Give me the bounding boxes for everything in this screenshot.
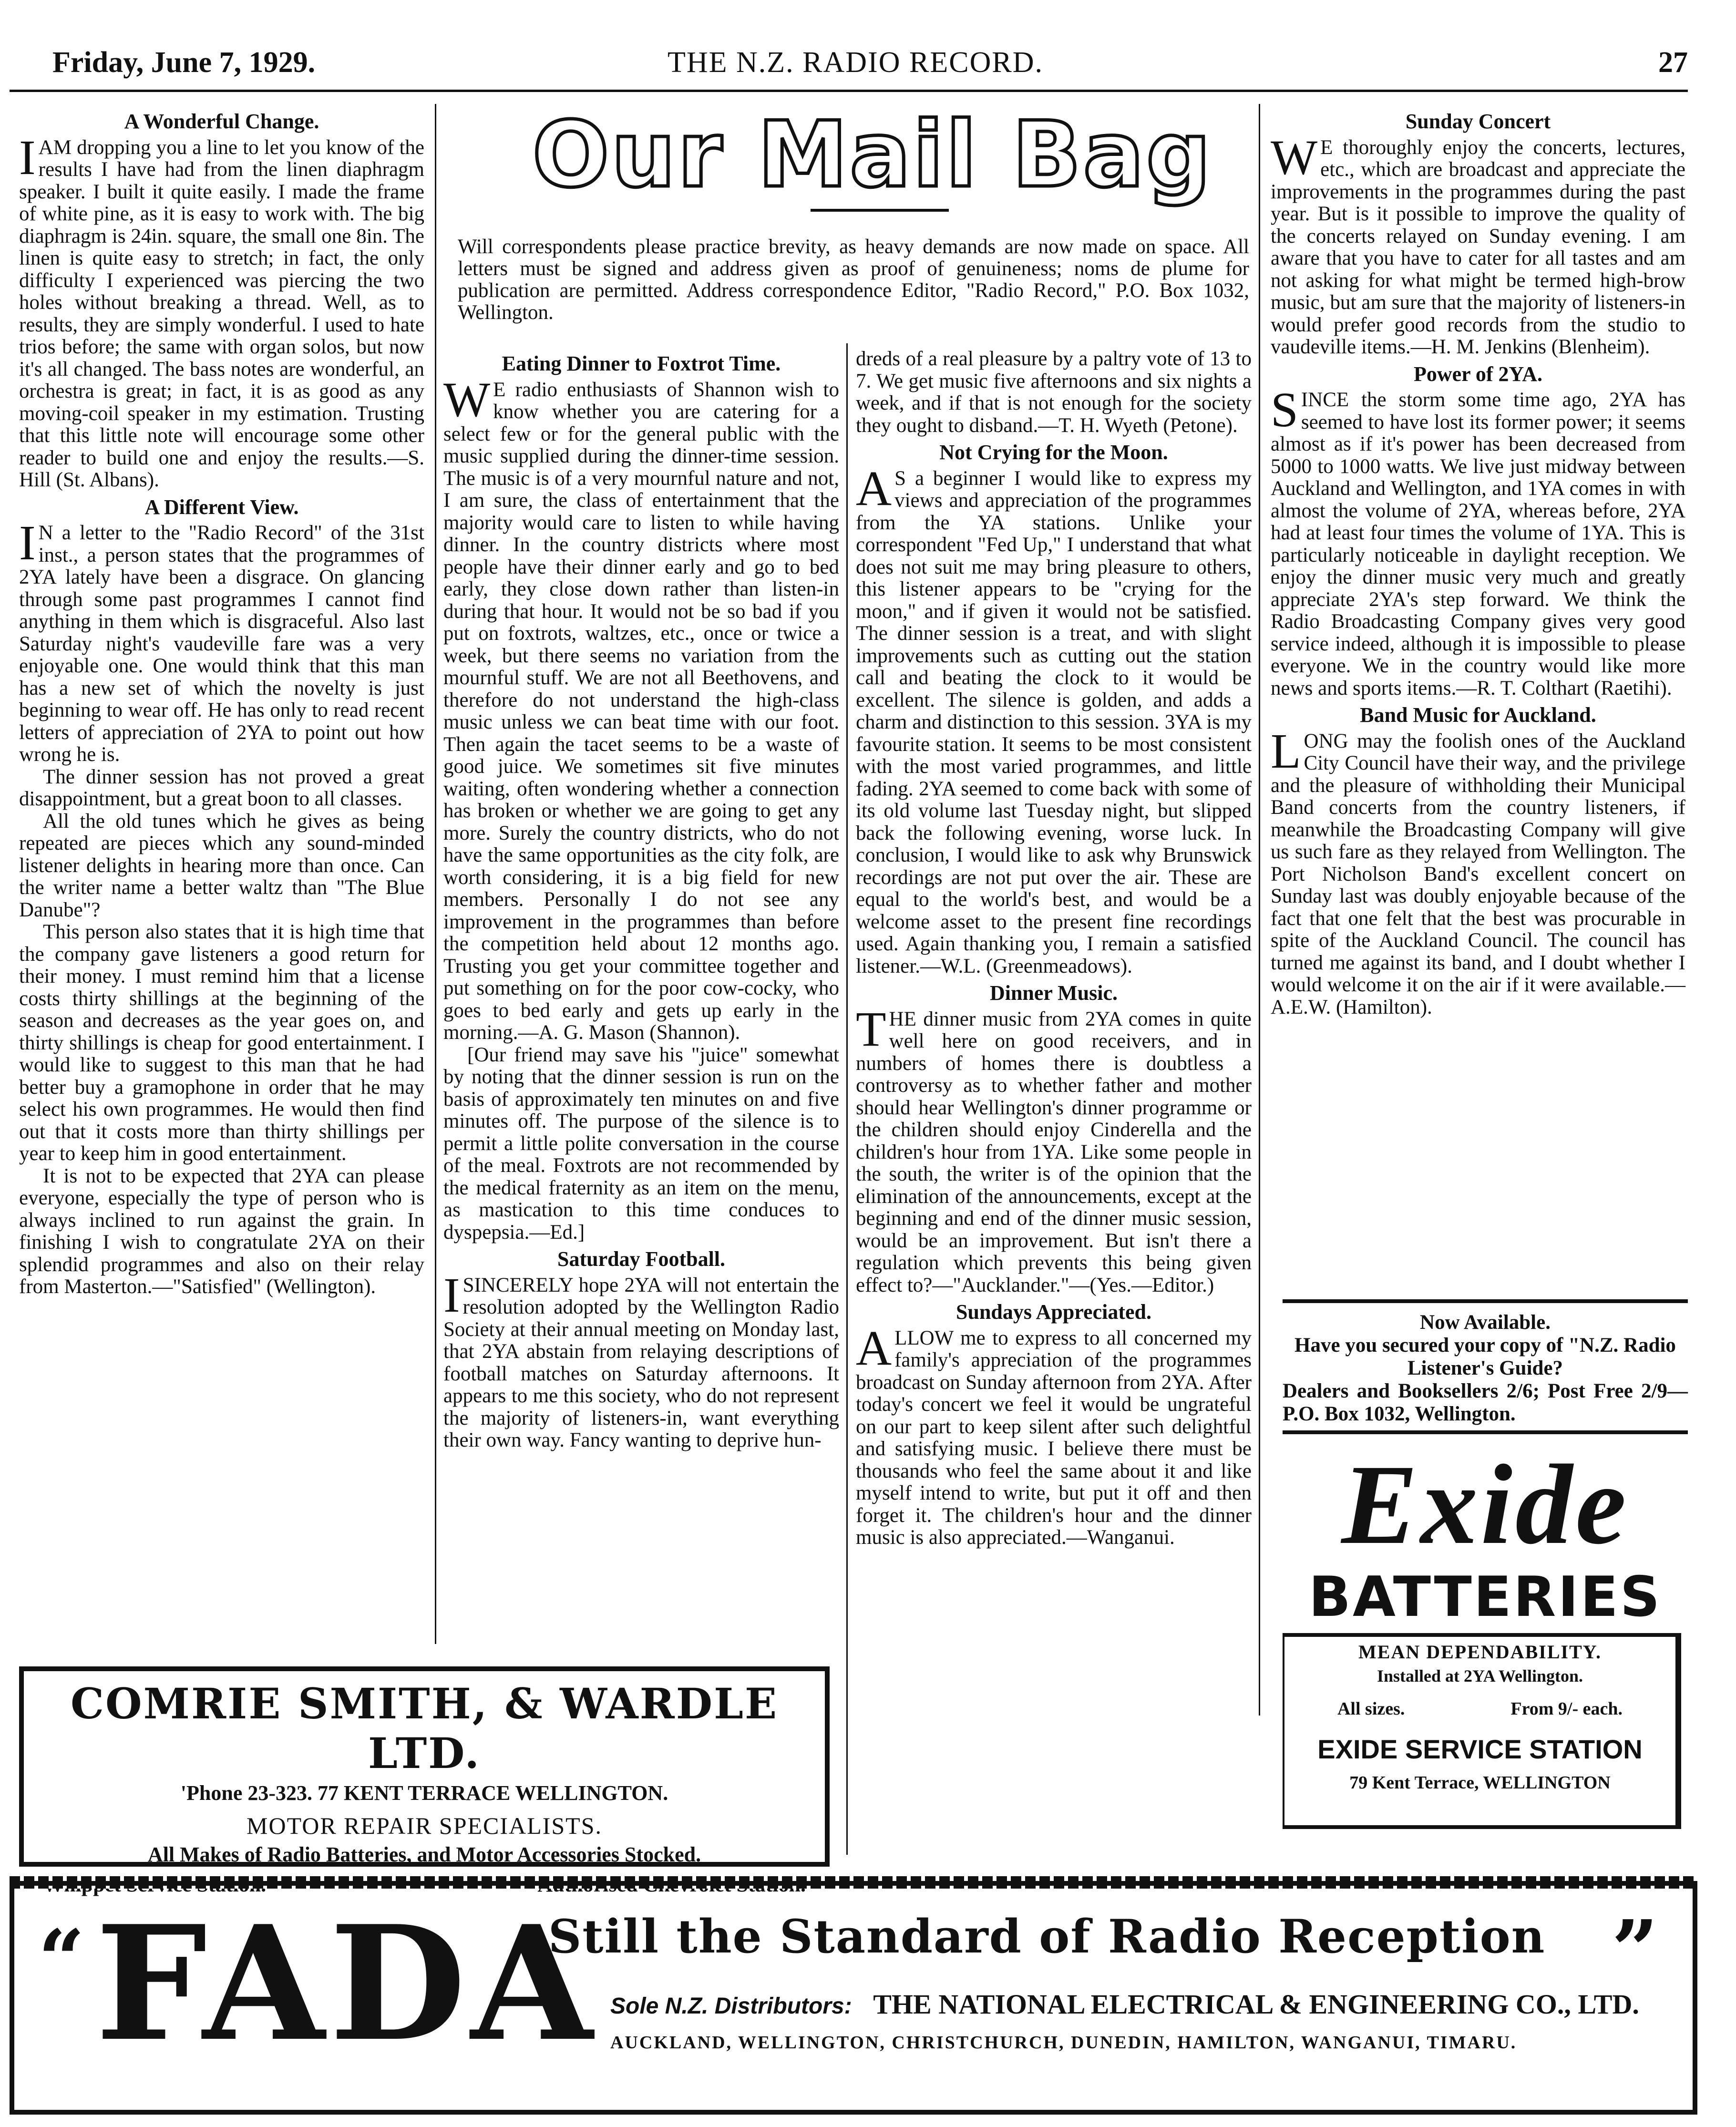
- exide-address: 79 Kent Terrace, WELLINGTON: [1349, 1773, 1611, 1793]
- comrie-advertisement: [19, 1666, 830, 1867]
- letter-body: THE dinner music from 2YA comes in quite well here on good receivers, and in numbers of homes there is doubtless a controversy as to whether father and mother should hear Wellington's dinner programme or the children should enjoy Cinderella and the children's hour from 1YA. Like some people in the south, the writer is of the opinion that the elimination of the announcements, except at the beginning and end of the dinner music session, would be an improvement. But isn't there a regulation which prevents this being given effect to?—"Aucklander."—(Yes.—Editor.): [856, 1001, 1252, 1296]
- letter-body: All the old tunes which he gives as being repeated are pieces which any sound-minded listener delights in hearing more than once. Can the writer name a better waltz than "The Blue Danube"?: [19, 810, 424, 921]
- letter-heading: Saturday Football.: [557, 1247, 726, 1271]
- fada-dist-name: THE NATIONAL ELECTRICAL & ENGINEERING CO., LTD.: [873, 1989, 1639, 2020]
- letter-body: ISINCERELY hope 2YA will not entertain the resolution adopted by the Wellington Radio Society at their annual meeting on Monday last, that 2YA abstain from relaying descriptions of football matches on Saturday afternoons. It appears to me this society, who do not represent the majority of listeners-in, want everything their own way. Fancy wanting to deprive hun-: [443, 1267, 839, 1451]
- listeners-guide-notice: [1283, 1311, 1688, 1426]
- exide-station: EXIDE SERVICE STATION: [1317, 1734, 1643, 1764]
- letter-heading: A Wonderful Change.: [124, 110, 319, 133]
- fada-close-quote: ”: [1612, 1902, 1658, 1998]
- fada-cities: AUCKLAND, WELLINGTON, CHRISTCHURCH, DUNEDIN, HAMILTON, WANGANUI, TIMARU.: [610, 2033, 1517, 2053]
- letter-heading: Dinner Music.: [989, 981, 1118, 1005]
- letter-heading: Not Crying for the Moon.: [939, 441, 1168, 464]
- letter-body: This person also states that it is high time that the company gave listeners a good return for their money. I must remind him that a license costs thirty shillings at the beginning of the season and decreases as the year goes on, and thirty shillings is cheap for good entertainment. I would like to suggest to this man that he had better buy a gramophone in order that he may select his own programmes. He would then find out that it costs more than thirty shillings per year to keep him in good entertainment.: [19, 921, 424, 1165]
- letter-heading: Eating Dinner to Foxtrot Time.: [502, 352, 781, 375]
- column-1: [19, 106, 424, 1298]
- fada-distributor: [610, 1988, 1639, 2020]
- exide-detail-box: [1283, 1633, 1681, 1829]
- letter-heading: Sundays Appreciated.: [956, 1300, 1151, 1324]
- exide-tag: MEAN DEPENDABILITY.: [1358, 1641, 1602, 1663]
- title-rule: [811, 209, 949, 212]
- fada-logo: FADA: [95, 1891, 598, 2076]
- letter-body: SINCE the storm some time ago, 2YA has seemed to have lost its former power; it seems almost as if it's power has been decreased from 5000 to 1000 watts. We live just midway between Auckland and Wellington, and 1YA comes in with almost the volume of 2YA, whereas before, 2YA had at least four times the volume of 1YA. This is particularly noticeable in daylight reception. We enjoy the dinner music very much and greatly appreciate 2YA's step forward. We think the Radio Broadcasting Company gives very good service indeed, although it is impossible to please everyone. We in the country would like more news and sports items.—R. T. Colthart (Raetihi).: [1271, 382, 1685, 699]
- editor-note: [Our friend may save his "juice" somewhat by noting that the dinner session is run on the basis of approximately ten minutes on and five minutes off. The purpose of the silence is to permit a little polite conversation in the course of the meal. Foxtrots are not recommended by the medical fraternity as an item on the menu, as mastication to this time conduces to dyspepsia.—Ed.]: [443, 1043, 839, 1243]
- notice-price: Dealers and Booksellers 2/6; Post Free 2/9—P.O. Box 1032, Wellington.: [1283, 1380, 1688, 1425]
- notice-body: Have you secured your copy of "N.Z. Radio Listener's Guide?: [1294, 1334, 1676, 1379]
- letter-body: LONG may the foolish ones of the Auckland City Council have their way, and the privilege and the pleasure of withholding their Municipal Band concerts from the country listeners, if meanwhile the Broadcasting Company will give us such fare as they relayed from Wellington. The Port Nicholson Band's excellent concert on Sunday last was doubly enjoyable because of the fact that one felt that the best was procurable in spite of the Auckland Council. The council has turned me against its band, and I doubt whether I would welcome it on the air if it were available.—A.E.W. (Hamilton).: [1271, 723, 1685, 1018]
- letter-body: I N a letter to the "Radio Record" of the 31st inst., a person states that the programmes of 2YA lately have been a disgrace. On glancing through some past programmes I cannot find anything in them which is disgraceful. Also last Saturday night's vaudeville fare was a very enjoyable one. One would think that this man has a new set of which the novelty is just beginning to wear off. He has only to read recent letters of appreciation of 2YA to point out how wrong he is.: [19, 515, 424, 766]
- column-divider: [846, 343, 848, 1855]
- exide-price-row: [1284, 1698, 1675, 1719]
- letter-heading: A Different View.: [144, 495, 299, 519]
- comrie-phone: 'Phone 23-323. 77 KENT TERRACE WELLINGTON.: [180, 1781, 668, 1805]
- comrie-name: COMRIE SMITH, & WARDLE LTD.: [70, 1679, 779, 1778]
- column-divider: [1259, 104, 1260, 1716]
- exide-advertisement: [1283, 1442, 1688, 1833]
- fada-dist-label: Sole N.Z. Distributors:: [610, 1993, 852, 2019]
- column-4: [1271, 106, 1685, 1018]
- letter-body: A S a beginner I would like to express my views and appreciation of the programmes from the YA stations. Unlike your correspondent "Fed Up," I understand that what does not suit me may bring pleasure to others, this listener appears to be "crying for the moon," and if given it would not be satisfied. The dinner session is a treat, and with slight improvements such as cutting out the station call and beating the clock to it would be excellent. The silence is golden, and adds a charm and distinction to this session. 3YA is my favourite station. It seems to be most consistent with the most varied programmes, and little fading. 2YA seemed to come back with some of its old volume last Tuesday night, but slipped back the following evening, worse luck. In conclusion, I would like to ask why Brunswick recordings are not put over the air. These are equal to the world's best, and would be a welcome asset to the present fine recordings used. Again thanking you, I remain a satisfied listener.—W.L. (Greenmeadows).: [856, 461, 1252, 977]
- fada-slogan: Still the Standard of Radio Reception: [548, 1910, 1546, 1963]
- column-2: [443, 348, 839, 1452]
- letter-heading: Sunday Concert: [1405, 110, 1551, 133]
- column-divider: [435, 104, 436, 1644]
- page-number: 27: [1658, 46, 1688, 79]
- masthead-rule: [10, 90, 1688, 92]
- letter-body: W E thoroughly enjoy the concerts, lectures, etc., which are broadcast and appreciate the improvements in the programmes during the past year. But is it possible to improve the quality of the concerts relayed on Sunday evening. I am aware that you have to cater for all tastes and am not asking for what might be termed high-brow music, but am sure that the majority of listeners-in would prefer good records from the studio to vaudeville items.—H. M. Jenkins (Blenheim).: [1271, 130, 1685, 358]
- exide-price: From 9/- each.: [1510, 1699, 1623, 1719]
- page-title: Our Mail Bag: [532, 102, 1213, 207]
- exide-batteries: BATTERIES: [1308, 1565, 1662, 1629]
- notice-rule-top: [1283, 1299, 1688, 1303]
- letter-body: W E radio enthusiasts of Shannon wish to know whether you are catering for a select few or for the general public with the music supplied during the dinner-time session. The music is of a very mournful nature and not, I am sure, the class of entertainment that the majority would care to listen to while having dinner. In the country districts where most people have their dinner early and go to bed early, they close down rather than listen-in during that hour. It would not be so bad if you put on foxtrots, waltzes, etc., once or twice a week, but there seems no variation from the mournful stuff. We are not all Beethovens, and therefore do not understand the high-class music unless we can beat time with our foot. Then again the tacet seems to be a waste of good juice. We sometimes sit five minutes waiting, often wondering whether a connection has broken or whether we are going to get any more. Surely the country districts, who do not have the same opportunities as the city folk, are worth considering, it is a big field for new members. Personally I do not see any improvement in the programmes than before the competition held about 12 months ago. Trusting you get your committee together and put something on for the poor cow-cocky, who goes to bed early and gets up early in the morning.—A. G. Mason (Shannon).: [443, 372, 839, 1044]
- letter-body: dreds of a real pleasure by a paltry vote of 13 to 7. We get music five afternoons and six nights a week, and if that is not enough for the society they ought to disband.—T. H. Wyeth (Petone).: [856, 348, 1252, 437]
- letter-body: It is not to be expected that 2YA can please everyone, especially the type of person who is always inclined to run against the grain. In finishing I wish to congratulate 2YA on their splendid programmes and also on their relay from Masterton.—"Satisfied" (Wellington).: [19, 1164, 424, 1298]
- masthead: [52, 37, 1688, 90]
- letter-heading: Power of 2YA.: [1413, 362, 1543, 386]
- notice-rule-bottom: [1283, 1430, 1688, 1434]
- issue-date: Friday, June 7, 1929.: [52, 46, 316, 79]
- comrie-specialists: MOTOR REPAIR SPECIALISTS.: [247, 1812, 602, 1839]
- exide-logo: Exide: [1341, 1441, 1629, 1568]
- comrie-makes: All Makes of Radio Batteries, and Motor Accessories Stocked.: [147, 1843, 701, 1866]
- exide-sizes: All sizes.: [1337, 1699, 1405, 1719]
- intro-note: Will correspondents please practice brevity, as heavy demands are now made on space. All letters must be signed and address given as proof of genuineness; noms de plume for publication are permitted. Address correspondence Editor, "Radio Record," P.O. Box 1032, Wellington.: [458, 236, 1249, 324]
- fada-open-quote: “: [38, 1912, 85, 2007]
- letter-body: ALLOW me to express to all concerned my family's appreciation of the programmes broadcast on Sunday afternoon from 2YA. After today's concert we feel it would be ungrateful on our part to keep silent after such delightful and satisfying music. I believe there must be thousands who feel the same about it and like myself intend to write, but put it off and then forget it. The children's hour and the dinner music is also appreciated.—Wanganui.: [856, 1320, 1252, 1549]
- exide-installed: Installed at 2YA Wellington.: [1376, 1666, 1583, 1685]
- notice-heading: Now Available.: [1420, 1311, 1551, 1334]
- paper-name: THE N.Z. RADIO RECORD.: [668, 46, 1043, 79]
- column-3: [856, 348, 1252, 1549]
- letter-body: IAM dropping you a line to let you know of the results I have had from the linen diaphragm speaker. I built it quite easily. I made the frame of white pine, as it is easy to work with. The big diaphragm is 24in. square, the small one 8in. The linen is quite easy to stretch; in fact, the only difficulty I experienced was piercing the two holes without breaking a thread. Well, as to results, they are simply wonderful. I used to hate trios before; the same with organ solos, but now it's all changed. The bass notes are wonderful, an orchestra is great; in fact, it is as good as any moving-coil speaker in my estimation. Trusting that this little note will encourage some other reader to build one and enjoy the results.—S. Hill (St. Albans).: [19, 130, 424, 491]
- letter-body: The dinner session has not proved a great disappointment, but a great boon to all classes.: [19, 765, 424, 810]
- letter-heading: Band Music for Auckland.: [1360, 703, 1596, 727]
